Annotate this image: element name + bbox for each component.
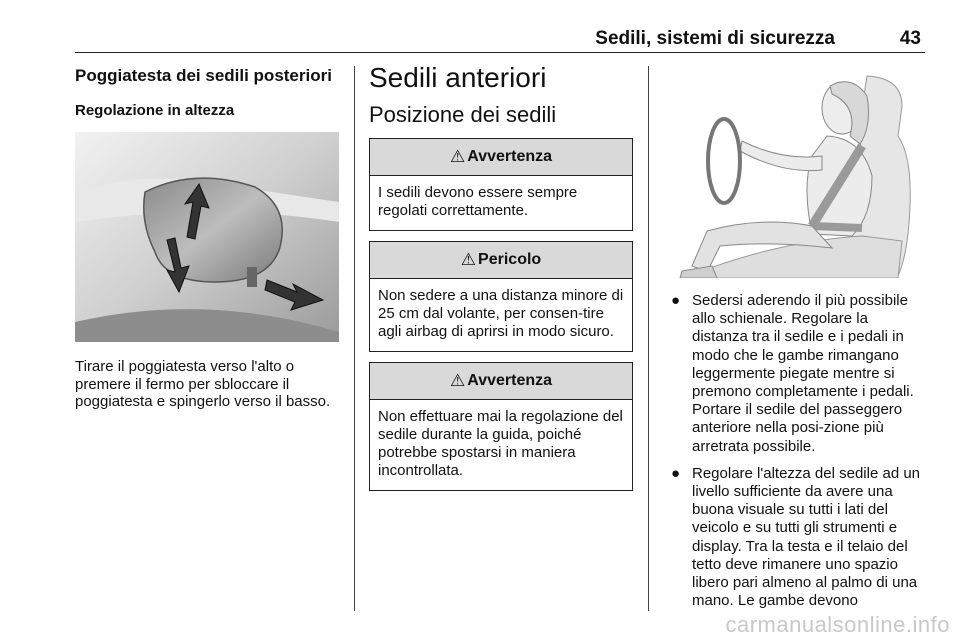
column-seat-posture — [662, 66, 927, 619]
page-number: 43 — [899, 28, 921, 49]
bullet-text: Regolare l'altezza del sedile ad un livello sufficiente da avere una buona visuale su tutti i lati del veicolo e su tutti gli strumenti e display. Tra la testa e il telaio del tetto deve rimanere uno spazio libero pari almeno al palmo di una mano. Le gambe devono — [692, 464, 921, 610]
front-seats-title: Sedili anteriori — [369, 62, 547, 93]
danger-box — [369, 241, 633, 352]
list-item — [662, 465, 927, 611]
danger-label: Pericolo — [478, 251, 542, 268]
watermark: carmanualsonline.info — [725, 612, 950, 637]
warning-text: I sedili devono essere sempre regolati correttamente. — [378, 184, 578, 219]
warning-triangle-icon: ⚠ — [460, 250, 477, 269]
rear-headrest-heading: Poggiatesta dei sedili posteriori — [75, 66, 332, 85]
danger-header — [370, 242, 632, 279]
section-title: Sedili, sistemi di sicurezza — [595, 28, 835, 49]
bullet-icon: ● — [671, 292, 681, 309]
warning-label: Avvertenza — [467, 372, 553, 389]
headrest-instructions: Tirare il poggiatesta verso l'alto o premere il fermo per sbloccare il poggiatesta e spingerlo verso il basso. — [75, 358, 331, 410]
warning-header — [370, 139, 632, 176]
warning-label: Avvertenza — [467, 148, 553, 165]
column-divider — [354, 66, 355, 611]
column-front-seats — [369, 62, 633, 491]
seat-position-subtitle: Posizione dei sedili — [369, 102, 557, 127]
bullet-icon: ● — [671, 464, 681, 482]
column-rear-headrest — [75, 66, 343, 411]
posture-instructions — [662, 292, 927, 610]
warning-header — [370, 363, 632, 400]
column-divider — [648, 66, 649, 611]
height-adjust-subheading: Regolazione in altezza — [75, 102, 235, 119]
warning-box — [369, 138, 633, 231]
bullet-text: Sedersi aderendo il più possibile allo schienale. Regolare la distanza tra il sedile e i pedali in modo che le gambe rimangano leggermente piegate mentre si premono completamente i pedali. Portare il sedile del passeggero anteriore nella posi-zione più arretrata possibile. — [692, 292, 914, 455]
warning-box — [369, 362, 633, 491]
list-item — [662, 292, 927, 456]
page-header — [75, 26, 925, 53]
warning-triangle-icon: ⚠ — [449, 371, 466, 390]
seated-driver-illustration — [662, 66, 925, 278]
warning-text: Non effettuare mai la regolazione del sedile durante la guida, poiché potrebbe spostarsi in maniera incontrollata. — [378, 408, 623, 479]
danger-text: Non sedere a una distanza minore di 25 cm dal volante, per consen-tire agli airbag di aprirsi in modo sicuro. — [378, 287, 624, 340]
headrest-photo — [75, 132, 339, 342]
warning-triangle-icon: ⚠ — [449, 147, 466, 166]
